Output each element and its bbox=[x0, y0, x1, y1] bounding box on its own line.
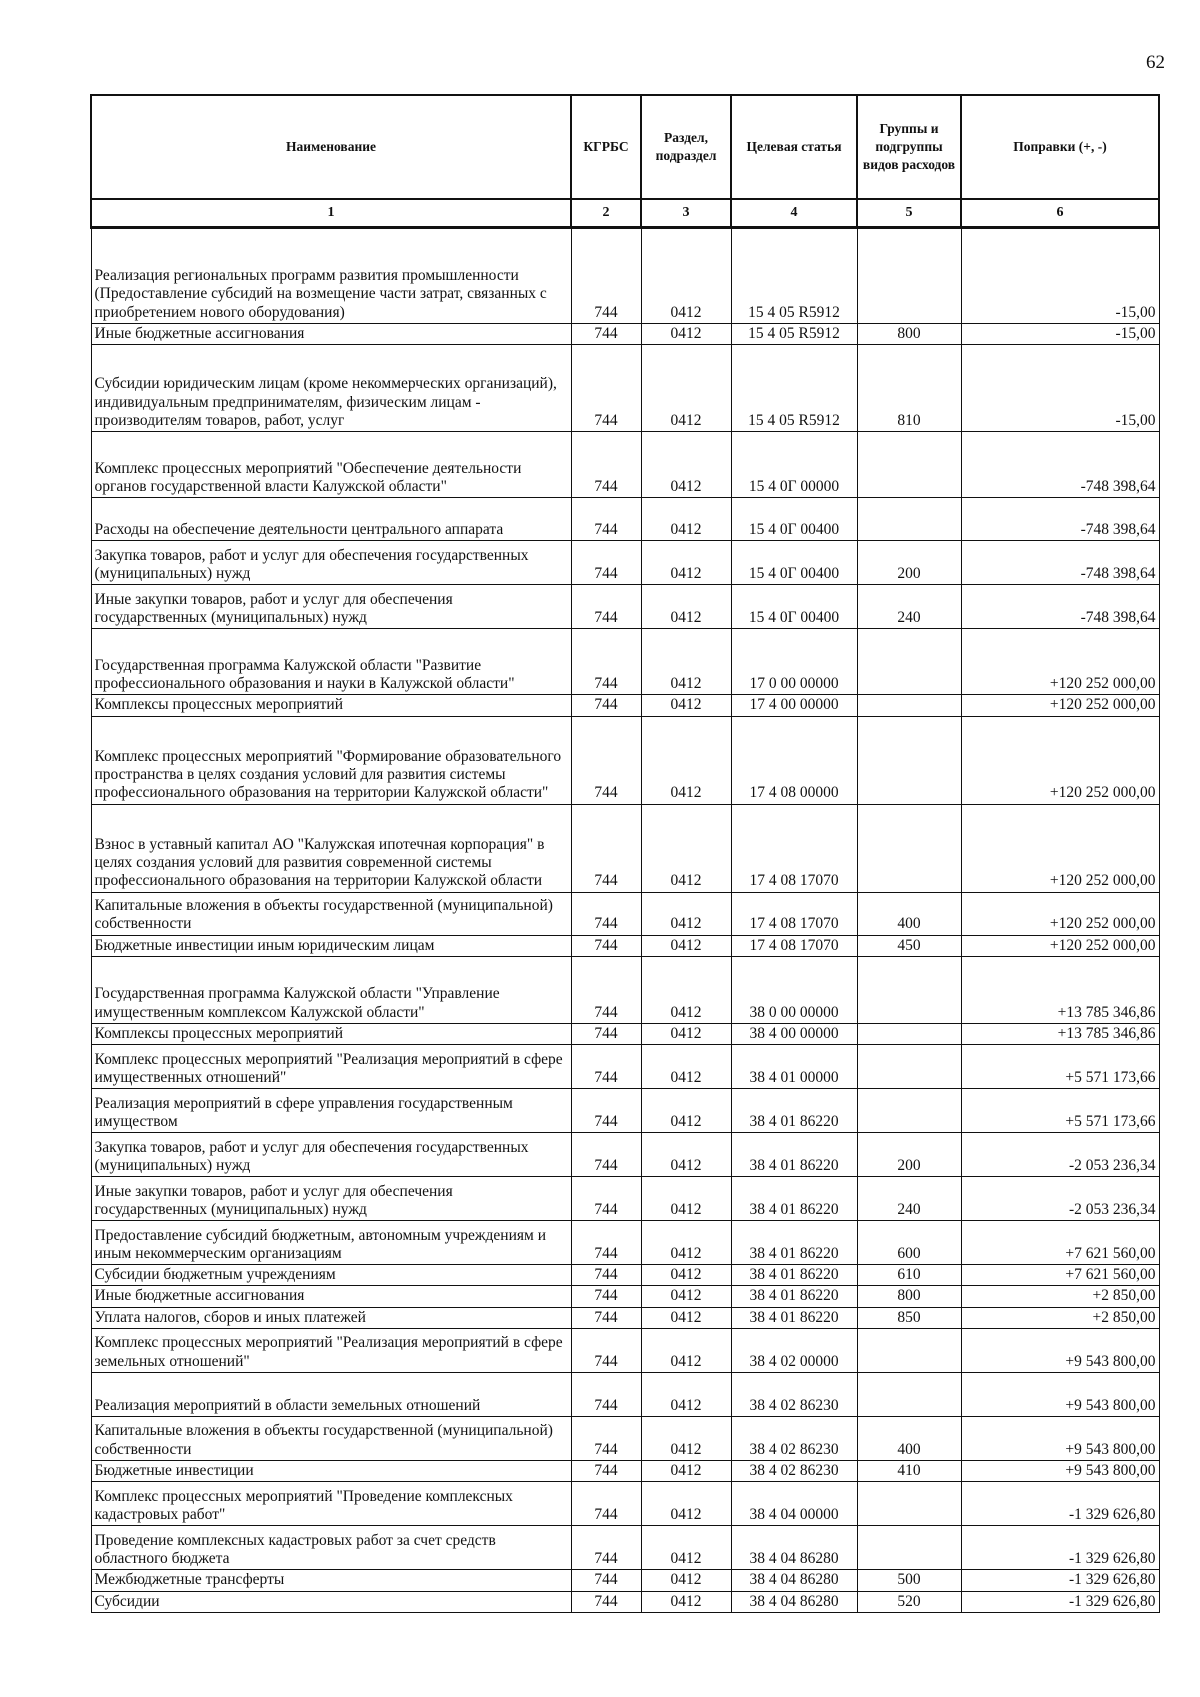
row-statya-cell: 38 4 01 86220 bbox=[731, 1265, 857, 1286]
column-number: 4 bbox=[731, 199, 857, 228]
row-statya-cell: 38 4 00 00000 bbox=[731, 1023, 857, 1044]
row-name-cell: Субсидии бюджетным учреждениям bbox=[91, 1265, 571, 1286]
row-name-cell: Комплекс процессных мероприятий "Реализация мероприятий в сфере земельных отношений" bbox=[91, 1328, 571, 1372]
row-statya-cell: 17 4 08 00000 bbox=[731, 716, 857, 804]
row-name-cell: Реализация мероприятий в области земельных отношений bbox=[91, 1372, 571, 1416]
row-name-cell: Комплексы процессных мероприятий bbox=[91, 1023, 571, 1044]
row-name-cell: Иные закупки товаров, работ и услуг для обеспечения государственных (муниципальных) нужд bbox=[91, 585, 571, 629]
page-number: 62 bbox=[1146, 52, 1165, 73]
row-razdel-cell: 0412 bbox=[641, 498, 731, 541]
row-amount-cell: +9 543 800,00 bbox=[961, 1416, 1159, 1460]
table-row bbox=[91, 1416, 1159, 1460]
table-row bbox=[91, 585, 1159, 629]
row-razdel-cell: 0412 bbox=[641, 1023, 731, 1044]
row-vid-cell: 240 bbox=[857, 1177, 961, 1221]
row-statya-cell: 15 4 0Г 00000 bbox=[731, 432, 857, 498]
row-razdel-cell: 0412 bbox=[641, 1570, 731, 1591]
row-statya-cell: 17 4 08 17070 bbox=[731, 892, 857, 935]
row-amount-cell: +13 785 346,86 bbox=[961, 956, 1159, 1023]
row-vid-cell bbox=[857, 956, 961, 1023]
row-kgrbs-cell: 744 bbox=[571, 1416, 641, 1460]
row-vid-cell bbox=[857, 498, 961, 541]
table-row bbox=[91, 1177, 1159, 1221]
table-header-row bbox=[91, 95, 1159, 199]
row-vid-cell: 600 bbox=[857, 1221, 961, 1265]
row-razdel-cell: 0412 bbox=[641, 324, 731, 345]
row-vid-cell bbox=[857, 1045, 961, 1089]
row-amount-cell: +7 621 560,00 bbox=[961, 1265, 1159, 1286]
row-name-cell: Иные бюджетные ассигнования bbox=[91, 1286, 571, 1307]
table-row bbox=[91, 228, 1159, 324]
row-vid-cell: 800 bbox=[857, 324, 961, 345]
row-kgrbs-cell: 744 bbox=[571, 228, 641, 324]
row-statya-cell: 17 4 08 17070 bbox=[731, 935, 857, 956]
row-kgrbs-cell: 744 bbox=[571, 1372, 641, 1416]
row-vid-cell: 850 bbox=[857, 1307, 961, 1328]
row-amount-cell: -748 398,64 bbox=[961, 585, 1159, 629]
table-row bbox=[91, 695, 1159, 716]
table-row bbox=[91, 432, 1159, 498]
row-statya-cell: 38 4 04 86280 bbox=[731, 1526, 857, 1570]
row-amount-cell: -1 329 626,80 bbox=[961, 1591, 1159, 1612]
row-amount-cell: +120 252 000,00 bbox=[961, 804, 1159, 892]
row-kgrbs-cell: 744 bbox=[571, 1089, 641, 1133]
row-razdel-cell: 0412 bbox=[641, 1221, 731, 1265]
table-row bbox=[91, 1591, 1159, 1612]
table-row bbox=[91, 1482, 1159, 1526]
row-amount-cell: +9 543 800,00 bbox=[961, 1328, 1159, 1372]
row-razdel-cell: 0412 bbox=[641, 1482, 731, 1526]
column-header-name: Наименование bbox=[91, 95, 571, 199]
table-row bbox=[91, 804, 1159, 892]
row-name-cell: Межбюджетные трансферты bbox=[91, 1570, 571, 1591]
row-razdel-cell: 0412 bbox=[641, 1416, 731, 1460]
row-kgrbs-cell: 744 bbox=[571, 956, 641, 1023]
column-number-row bbox=[91, 199, 1159, 228]
row-statya-cell: 38 4 01 86220 bbox=[731, 1133, 857, 1177]
row-kgrbs-cell: 744 bbox=[571, 629, 641, 695]
row-name-cell: Предоставление субсидий бюджетным, автономным учреждениям и иным некоммерческим организациям bbox=[91, 1221, 571, 1265]
row-amount-cell: -1 329 626,80 bbox=[961, 1526, 1159, 1570]
row-kgrbs-cell: 744 bbox=[571, 498, 641, 541]
table-row bbox=[91, 629, 1159, 695]
row-kgrbs-cell: 744 bbox=[571, 541, 641, 585]
row-kgrbs-cell: 744 bbox=[571, 432, 641, 498]
row-kgrbs-cell: 744 bbox=[571, 1133, 641, 1177]
row-name-cell: Комплекс процессных мероприятий "Проведение комплексных кадастровых работ" bbox=[91, 1482, 571, 1526]
row-vid-cell bbox=[857, 804, 961, 892]
row-razdel-cell: 0412 bbox=[641, 804, 731, 892]
row-amount-cell: +2 850,00 bbox=[961, 1286, 1159, 1307]
row-vid-cell: 400 bbox=[857, 1416, 961, 1460]
row-name-cell: Взнос в уставный капитал АО "Калужская ипотечная корпорация" в целях создания условий для развития современной системы профессионального образования на территории Калужской области bbox=[91, 804, 571, 892]
row-vid-cell: 800 bbox=[857, 1286, 961, 1307]
row-amount-cell: +2 850,00 bbox=[961, 1307, 1159, 1328]
row-kgrbs-cell: 744 bbox=[571, 804, 641, 892]
row-amount-cell: +5 571 173,66 bbox=[961, 1089, 1159, 1133]
row-vid-cell: 810 bbox=[857, 345, 961, 432]
row-vid-cell: 200 bbox=[857, 1133, 961, 1177]
column-number: 3 bbox=[641, 199, 731, 228]
row-amount-cell: +5 571 173,66 bbox=[961, 1045, 1159, 1089]
row-razdel-cell: 0412 bbox=[641, 1372, 731, 1416]
row-amount-cell: -15,00 bbox=[961, 228, 1159, 324]
row-vid-cell: 520 bbox=[857, 1591, 961, 1612]
column-number: 1 bbox=[91, 199, 571, 228]
row-razdel-cell: 0412 bbox=[641, 629, 731, 695]
row-vid-cell bbox=[857, 1328, 961, 1372]
table-row bbox=[91, 1526, 1159, 1570]
row-name-cell: Комплекс процессных мероприятий "Реализация мероприятий в сфере имущественных отношений" bbox=[91, 1045, 571, 1089]
row-razdel-cell: 0412 bbox=[641, 1526, 731, 1570]
row-amount-cell: +120 252 000,00 bbox=[961, 892, 1159, 935]
row-razdel-cell: 0412 bbox=[641, 345, 731, 432]
row-vid-cell bbox=[857, 1089, 961, 1133]
row-name-cell: Субсидии bbox=[91, 1591, 571, 1612]
table-row bbox=[91, 1372, 1159, 1416]
row-statya-cell: 38 4 04 00000 bbox=[731, 1482, 857, 1526]
row-kgrbs-cell: 744 bbox=[571, 935, 641, 956]
column-header-razdel: Раздел, подраздел bbox=[641, 95, 731, 199]
row-kgrbs-cell: 744 bbox=[571, 324, 641, 345]
table-row bbox=[91, 498, 1159, 541]
row-vid-cell: 610 bbox=[857, 1265, 961, 1286]
row-razdel-cell: 0412 bbox=[641, 1089, 731, 1133]
row-name-cell: Государственная программа Калужской области "Управление имущественным комплексом Калужской области" bbox=[91, 956, 571, 1023]
row-statya-cell: 38 4 02 86230 bbox=[731, 1372, 857, 1416]
row-statya-cell: 17 4 00 00000 bbox=[731, 695, 857, 716]
row-name-cell: Бюджетные инвестиции bbox=[91, 1460, 571, 1481]
row-razdel-cell: 0412 bbox=[641, 1045, 731, 1089]
table-row bbox=[91, 1133, 1159, 1177]
row-razdel-cell: 0412 bbox=[641, 585, 731, 629]
column-header-amount: Поправки (+, -) bbox=[961, 95, 1159, 199]
row-name-cell: Реализация региональных программ развития промышленности (Предоставление субсидий на возмещение части затрат, связанных с приобретением нового оборудования) bbox=[91, 228, 571, 324]
row-name-cell: Бюджетные инвестиции иным юридическим лицам bbox=[91, 935, 571, 956]
table-row bbox=[91, 345, 1159, 432]
row-vid-cell bbox=[857, 629, 961, 695]
row-kgrbs-cell: 744 bbox=[571, 1570, 641, 1591]
row-name-cell: Закупка товаров, работ и услуг для обеспечения государственных (муниципальных) нужд bbox=[91, 1133, 571, 1177]
row-kgrbs-cell: 744 bbox=[571, 345, 641, 432]
row-kgrbs-cell: 744 bbox=[571, 1526, 641, 1570]
row-kgrbs-cell: 744 bbox=[571, 1177, 641, 1221]
row-razdel-cell: 0412 bbox=[641, 541, 731, 585]
row-razdel-cell: 0412 bbox=[641, 695, 731, 716]
row-name-cell: Иные бюджетные ассигнования bbox=[91, 324, 571, 345]
row-name-cell: Проведение комплексных кадастровых работ за счет средств областного бюджета bbox=[91, 1526, 571, 1570]
column-number: 2 bbox=[571, 199, 641, 228]
row-statya-cell: 38 4 02 86230 bbox=[731, 1416, 857, 1460]
row-name-cell: Комплекс процессных мероприятий "Обеспечение деятельности органов государственной власти Калужской области" bbox=[91, 432, 571, 498]
row-amount-cell: -2 053 236,34 bbox=[961, 1133, 1159, 1177]
table-row bbox=[91, 1570, 1159, 1591]
row-statya-cell: 15 4 05 R5912 bbox=[731, 345, 857, 432]
row-name-cell: Капитальные вложения в объекты государственной (муниципальной) собственности bbox=[91, 1416, 571, 1460]
row-statya-cell: 38 4 04 86280 bbox=[731, 1570, 857, 1591]
row-kgrbs-cell: 744 bbox=[571, 1460, 641, 1481]
table-row bbox=[91, 1265, 1159, 1286]
row-name-cell: Иные закупки товаров, работ и услуг для обеспечения государственных (муниципальных) нужд bbox=[91, 1177, 571, 1221]
row-vid-cell: 450 bbox=[857, 935, 961, 956]
row-razdel-cell: 0412 bbox=[641, 432, 731, 498]
table-row bbox=[91, 1328, 1159, 1372]
table-row bbox=[91, 1045, 1159, 1089]
row-name-cell: Реализация мероприятий в сфере управления государственным имуществом bbox=[91, 1089, 571, 1133]
row-statya-cell: 38 4 04 86280 bbox=[731, 1591, 857, 1612]
row-razdel-cell: 0412 bbox=[641, 1133, 731, 1177]
row-amount-cell: -2 053 236,34 bbox=[961, 1177, 1159, 1221]
row-name-cell: Государственная программа Калужской области "Развитие профессионального образования и науки в Калужской области" bbox=[91, 629, 571, 695]
row-vid-cell bbox=[857, 1482, 961, 1526]
row-amount-cell: -15,00 bbox=[961, 324, 1159, 345]
row-vid-cell bbox=[857, 228, 961, 324]
row-statya-cell: 15 4 05 R5912 bbox=[731, 228, 857, 324]
row-statya-cell: 38 4 01 86220 bbox=[731, 1221, 857, 1265]
row-statya-cell: 15 4 0Г 00400 bbox=[731, 585, 857, 629]
row-razdel-cell: 0412 bbox=[641, 956, 731, 1023]
row-razdel-cell: 0412 bbox=[641, 1286, 731, 1307]
column-header-kgrbs: КГРБС bbox=[571, 95, 641, 199]
table-row bbox=[91, 716, 1159, 804]
row-kgrbs-cell: 744 bbox=[571, 1307, 641, 1328]
row-vid-cell: 500 bbox=[857, 1570, 961, 1591]
row-kgrbs-cell: 744 bbox=[571, 585, 641, 629]
row-statya-cell: 38 4 01 86220 bbox=[731, 1286, 857, 1307]
row-razdel-cell: 0412 bbox=[641, 1328, 731, 1372]
row-vid-cell bbox=[857, 1526, 961, 1570]
row-kgrbs-cell: 744 bbox=[571, 1482, 641, 1526]
row-kgrbs-cell: 744 bbox=[571, 1591, 641, 1612]
row-amount-cell: -748 398,64 bbox=[961, 541, 1159, 585]
row-statya-cell: 17 4 08 17070 bbox=[731, 804, 857, 892]
column-number: 6 bbox=[961, 199, 1159, 228]
row-kgrbs-cell: 744 bbox=[571, 716, 641, 804]
row-statya-cell: 38 4 01 86220 bbox=[731, 1089, 857, 1133]
row-razdel-cell: 0412 bbox=[641, 228, 731, 324]
row-amount-cell: -1 329 626,80 bbox=[961, 1570, 1159, 1591]
row-amount-cell: +120 252 000,00 bbox=[961, 629, 1159, 695]
row-amount-cell: +7 621 560,00 bbox=[961, 1221, 1159, 1265]
row-statya-cell: 15 4 0Г 00400 bbox=[731, 498, 857, 541]
row-name-cell: Расходы на обеспечение деятельности центрального аппарата bbox=[91, 498, 571, 541]
row-amount-cell: +120 252 000,00 bbox=[961, 695, 1159, 716]
row-amount-cell: -15,00 bbox=[961, 345, 1159, 432]
row-vid-cell bbox=[857, 695, 961, 716]
row-razdel-cell: 0412 bbox=[641, 1177, 731, 1221]
row-amount-cell: -748 398,64 bbox=[961, 498, 1159, 541]
row-kgrbs-cell: 744 bbox=[571, 1023, 641, 1044]
row-razdel-cell: 0412 bbox=[641, 716, 731, 804]
table-row bbox=[91, 935, 1159, 956]
row-vid-cell bbox=[857, 1023, 961, 1044]
row-vid-cell: 240 bbox=[857, 585, 961, 629]
row-kgrbs-cell: 744 bbox=[571, 695, 641, 716]
row-razdel-cell: 0412 bbox=[641, 1591, 731, 1612]
row-kgrbs-cell: 744 bbox=[571, 1221, 641, 1265]
table-row bbox=[91, 1460, 1159, 1481]
table-body bbox=[91, 228, 1159, 1613]
row-name-cell: Комплексы процессных мероприятий bbox=[91, 695, 571, 716]
row-kgrbs-cell: 744 bbox=[571, 1286, 641, 1307]
row-statya-cell: 38 0 00 00000 bbox=[731, 956, 857, 1023]
table-row bbox=[91, 1023, 1159, 1044]
row-vid-cell: 410 bbox=[857, 1460, 961, 1481]
column-header-statya: Целевая статья bbox=[731, 95, 857, 199]
row-razdel-cell: 0412 bbox=[641, 1265, 731, 1286]
row-vid-cell bbox=[857, 1372, 961, 1416]
row-statya-cell: 38 4 02 86230 bbox=[731, 1460, 857, 1481]
budget-table bbox=[90, 94, 1160, 1613]
row-razdel-cell: 0412 bbox=[641, 1460, 731, 1481]
row-amount-cell: +13 785 346,86 bbox=[961, 1023, 1159, 1044]
row-amount-cell: -748 398,64 bbox=[961, 432, 1159, 498]
row-vid-cell bbox=[857, 432, 961, 498]
table-row bbox=[91, 1089, 1159, 1133]
table-row bbox=[91, 1286, 1159, 1307]
row-amount-cell: -1 329 626,80 bbox=[961, 1482, 1159, 1526]
table-row bbox=[91, 956, 1159, 1023]
row-amount-cell: +120 252 000,00 bbox=[961, 935, 1159, 956]
row-name-cell: Капитальные вложения в объекты государственной (муниципальной) собственности bbox=[91, 892, 571, 935]
table-row bbox=[91, 324, 1159, 345]
table-row bbox=[91, 541, 1159, 585]
row-kgrbs-cell: 744 bbox=[571, 1045, 641, 1089]
row-statya-cell: 17 0 00 00000 bbox=[731, 629, 857, 695]
row-statya-cell: 38 4 02 00000 bbox=[731, 1328, 857, 1372]
row-statya-cell: 38 4 01 86220 bbox=[731, 1307, 857, 1328]
table-row bbox=[91, 1307, 1159, 1328]
row-razdel-cell: 0412 bbox=[641, 935, 731, 956]
column-number: 5 bbox=[857, 199, 961, 228]
row-vid-cell bbox=[857, 716, 961, 804]
row-vid-cell: 200 bbox=[857, 541, 961, 585]
row-kgrbs-cell: 744 bbox=[571, 892, 641, 935]
row-name-cell: Закупка товаров, работ и услуг для обеспечения государственных (муниципальных) нужд bbox=[91, 541, 571, 585]
row-name-cell: Уплата налогов, сборов и иных платежей bbox=[91, 1307, 571, 1328]
row-statya-cell: 38 4 01 00000 bbox=[731, 1045, 857, 1089]
table-row bbox=[91, 892, 1159, 935]
column-header-vid: Группы и подгруппы видов расходов bbox=[857, 95, 961, 199]
row-kgrbs-cell: 744 bbox=[571, 1328, 641, 1372]
row-name-cell: Субсидии юридическим лицам (кроме некоммерческих организаций), индивидуальным предпринимателям, физическим лицам - производителям товаров, работ, услуг bbox=[91, 345, 571, 432]
row-statya-cell: 15 4 0Г 00400 bbox=[731, 541, 857, 585]
row-amount-cell: +9 543 800,00 bbox=[961, 1372, 1159, 1416]
table-row bbox=[91, 1221, 1159, 1265]
row-razdel-cell: 0412 bbox=[641, 1307, 731, 1328]
row-razdel-cell: 0412 bbox=[641, 892, 731, 935]
row-statya-cell: 15 4 05 R5912 bbox=[731, 324, 857, 345]
row-amount-cell: +9 543 800,00 bbox=[961, 1460, 1159, 1481]
row-amount-cell: +120 252 000,00 bbox=[961, 716, 1159, 804]
row-name-cell: Комплекс процессных мероприятий "Формирование образовательного пространства в целях создания условий для развития системы профессионального образования на территории Калужской области" bbox=[91, 716, 571, 804]
row-statya-cell: 38 4 01 86220 bbox=[731, 1177, 857, 1221]
row-vid-cell: 400 bbox=[857, 892, 961, 935]
row-kgrbs-cell: 744 bbox=[571, 1265, 641, 1286]
